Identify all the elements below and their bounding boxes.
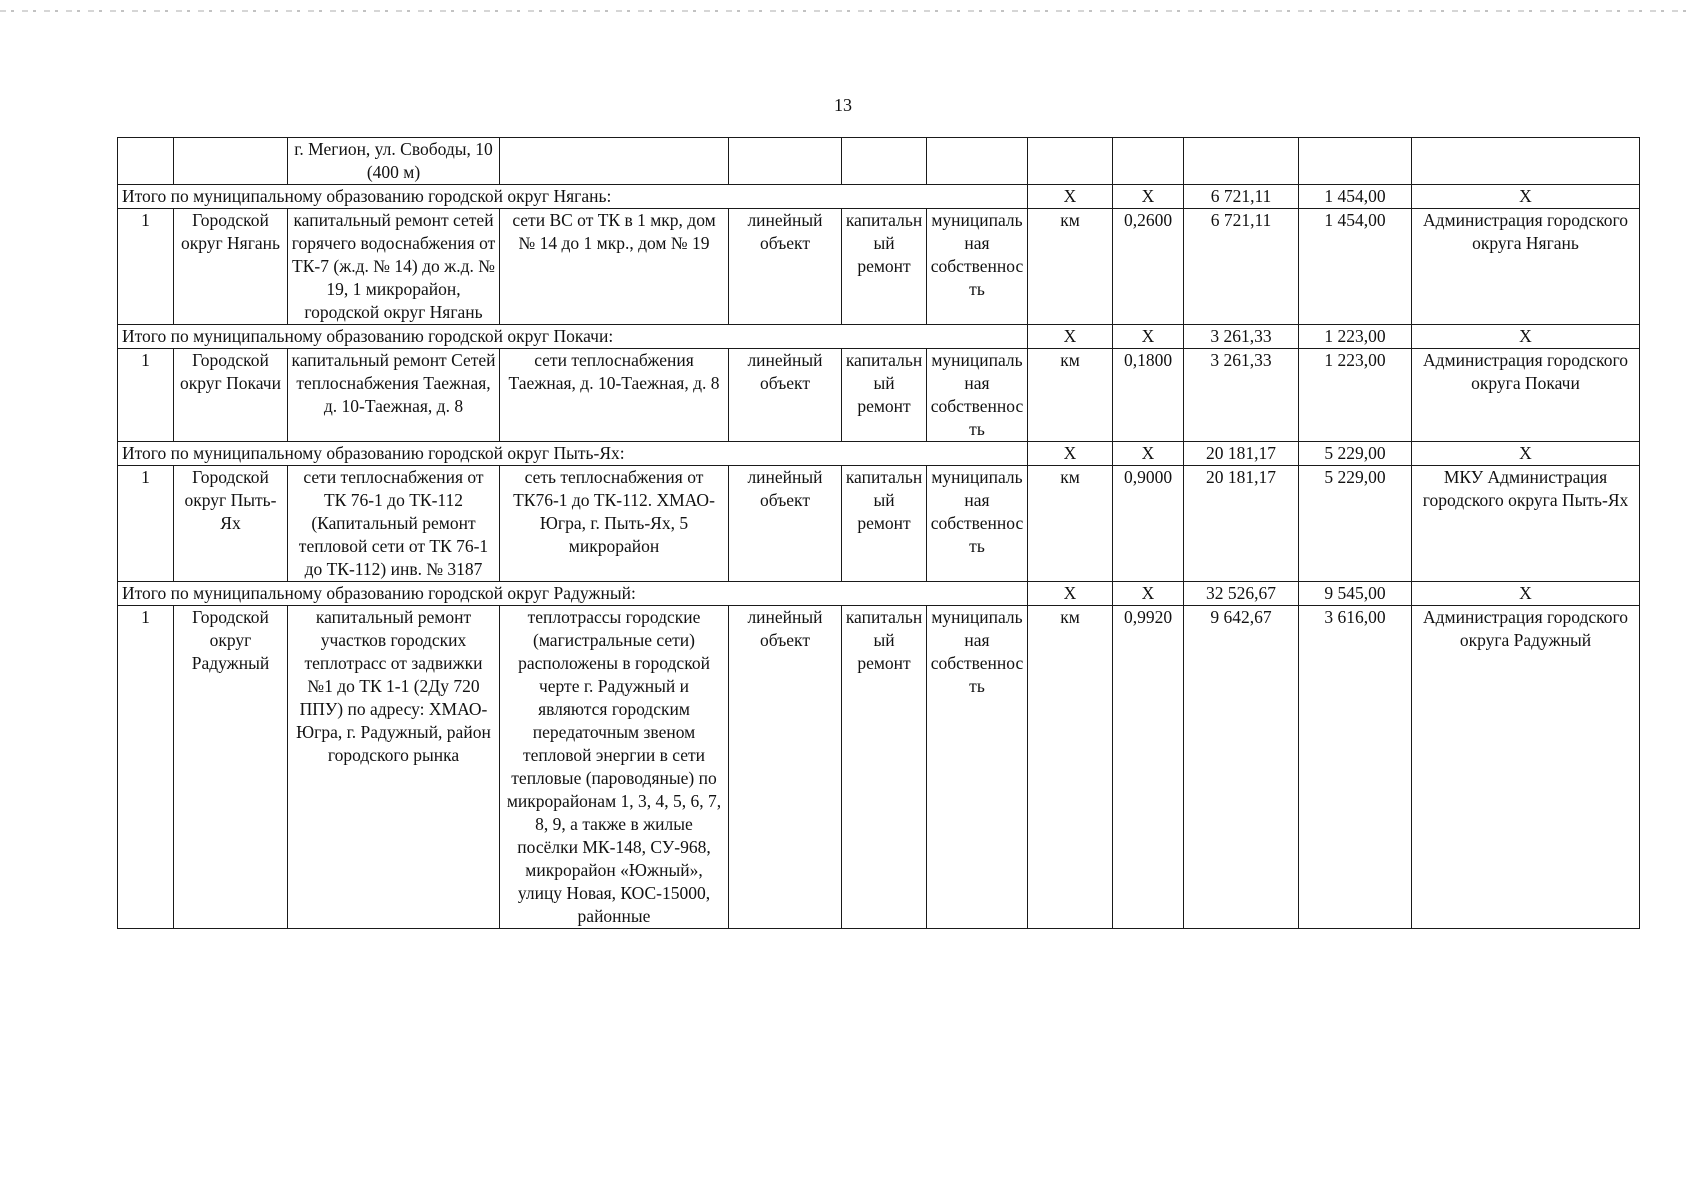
cell-executor: Х: [1412, 185, 1640, 209]
cell-quantity: Х: [1113, 582, 1184, 606]
cell-amount: 5 229,00: [1299, 466, 1412, 582]
subtotal-label: Итого по муниципальному образованию городской округ Пыть-Ях:: [118, 442, 1028, 466]
cell-executor: Х: [1412, 325, 1640, 349]
table-row: [118, 349, 1640, 442]
cell-cost: 20 181,17: [1184, 466, 1299, 582]
cell-quantity: Х: [1113, 325, 1184, 349]
cell-work-kind: капитальный ремонт: [842, 606, 927, 929]
cell-quantity: Х: [1113, 185, 1184, 209]
cell-work-kind: капитальный ремонт: [842, 466, 927, 582]
cell-executor: Администрация городского округа Нягань: [1412, 209, 1640, 325]
cell-amount: 3 616,00: [1299, 606, 1412, 929]
cell-quantity: 0,9000: [1113, 466, 1184, 582]
cell-quantity: [1113, 138, 1184, 185]
cell-object: сети теплоснабжения Таежная, д. 10-Таежная, д. 8: [500, 349, 729, 442]
cell-work-kind: капитальный ремонт: [842, 349, 927, 442]
cell-cost: 6 721,11: [1184, 209, 1299, 325]
cell-unit: Х: [1028, 582, 1113, 606]
cell-ownership: муниципальная собственность: [927, 466, 1028, 582]
cell-quantity: 0,1800: [1113, 349, 1184, 442]
cell-quantity: 0,2600: [1113, 209, 1184, 325]
cell-amount: 1 454,00: [1299, 185, 1412, 209]
cell-district: [174, 138, 288, 185]
cell-executor: МКУ Администрация городского округа Пыть-Ях: [1412, 466, 1640, 582]
scan-edge-artifact: [0, 10, 1686, 12]
cell-district: Городской округ Нягань: [174, 209, 288, 325]
subtotal-row: [118, 442, 1640, 466]
cell-amount: 1 454,00: [1299, 209, 1412, 325]
cell-object: [500, 138, 729, 185]
cell-executor: Администрация городского округа Покачи: [1412, 349, 1640, 442]
cell-cost: [1184, 138, 1299, 185]
cell-unit: км: [1028, 606, 1113, 929]
cell-executor: [1412, 138, 1640, 185]
cell-work: сети теплоснабжения от ТК 76-1 до ТК-112 (Капитальный ремонт тепловой сети от ТК 76-1 до ТК-112) инв. № 3187: [288, 466, 500, 582]
cell-work-kind: [842, 138, 927, 185]
cell-object: сети ВС от ТК в 1 мкр, дом № 14 до 1 мкр., дом № 19: [500, 209, 729, 325]
cell-num: 1: [118, 466, 174, 582]
subtotal-row: [118, 325, 1640, 349]
cell-unit: Х: [1028, 325, 1113, 349]
cell-ownership: муниципальная собственность: [927, 209, 1028, 325]
cell-cost: 3 261,33: [1184, 349, 1299, 442]
cell-unit: Х: [1028, 185, 1113, 209]
subtotal-label: Итого по муниципальному образованию городской округ Покачи:: [118, 325, 1028, 349]
cell-unit: [1028, 138, 1113, 185]
cell-ownership: муниципальная собственность: [927, 606, 1028, 929]
cell-district: Городской округ Покачи: [174, 349, 288, 442]
cell-work: капитальный ремонт участков городских теплотрасс от задвижки №1 до ТК 1-1 (2Ду 720 ППУ) по адресу: ХМАО-Югра, г. Радужный, район городского рынка: [288, 606, 500, 929]
cell-num: [118, 138, 174, 185]
cell-type: линейный объект: [729, 209, 842, 325]
cell-num: 1: [118, 606, 174, 929]
cell-cost: 3 261,33: [1184, 325, 1299, 349]
cell-type: [729, 138, 842, 185]
cell-unit: км: [1028, 466, 1113, 582]
cell-ownership: [927, 138, 1028, 185]
cell-amount: 9 545,00: [1299, 582, 1412, 606]
cell-cost: 6 721,11: [1184, 185, 1299, 209]
cell-amount: 5 229,00: [1299, 442, 1412, 466]
cell-executor: Администрация городского округа Радужный: [1412, 606, 1640, 929]
subtotal-row: [118, 185, 1640, 209]
cell-object: сеть теплоснабжения от ТК76-1 до ТК-112. ХМАО-Югра, г. Пыть-Ях, 5 микрорайон: [500, 466, 729, 582]
page-number: 13: [834, 95, 852, 115]
cell-type: линейный объект: [729, 466, 842, 582]
cell-district: Городской округ Пыть-Ях: [174, 466, 288, 582]
cell-work: капитальный ремонт сетей горячего водоснабжения от ТК-7 (ж.д. № 14) до ж.д. № 19, 1 микрорайон, городской округ Нягань: [288, 209, 500, 325]
table-row: [118, 138, 1640, 185]
cell-amount: [1299, 138, 1412, 185]
cell-unit: Х: [1028, 442, 1113, 466]
cell-type: линейный объект: [729, 349, 842, 442]
cell-executor: Х: [1412, 442, 1640, 466]
table-row: [118, 606, 1640, 929]
cell-num: 1: [118, 349, 174, 442]
cell-ownership: муниципальная собственность: [927, 349, 1028, 442]
subtotal-label: Итого по муниципальному образованию городской округ Нягань:: [118, 185, 1028, 209]
cell-unit: км: [1028, 349, 1113, 442]
cell-cost: 32 526,67: [1184, 582, 1299, 606]
cell-unit: км: [1028, 209, 1113, 325]
subtotal-row: [118, 582, 1640, 606]
cell-cost: 20 181,17: [1184, 442, 1299, 466]
cell-quantity: 0,9920: [1113, 606, 1184, 929]
cell-object: теплотрассы городские (магистральные сети) расположены в городской черте г. Радужный и являются городским передаточным звеном тепловой энергии в сети тепловые (пароводяные) по микрорайонам 1, 3, 4, 5, 6, 7, 8, 9, а также в жилые посёлки МК-148, СУ-968, микрорайон «Южный», улицу Новая, КОС-15000, районные: [500, 606, 729, 929]
cell-num: 1: [118, 209, 174, 325]
cell-work: г. Мегион, ул. Свободы, 10 (400 м): [288, 138, 500, 185]
cell-work-kind: капитальный ремонт: [842, 209, 927, 325]
subtotal-label: Итого по муниципальному образованию городской округ Радужный:: [118, 582, 1028, 606]
cell-type: линейный объект: [729, 606, 842, 929]
cell-executor: Х: [1412, 582, 1640, 606]
cell-work: капитальный ремонт Сетей теплоснабжения Таежная, д. 10-Таежная, д. 8: [288, 349, 500, 442]
table-row: [118, 466, 1640, 582]
program-table: [117, 137, 1640, 929]
cell-district: Городской округ Радужный: [174, 606, 288, 929]
cell-amount: 1 223,00: [1299, 349, 1412, 442]
cell-cost: 9 642,67: [1184, 606, 1299, 929]
cell-amount: 1 223,00: [1299, 325, 1412, 349]
table-row: [118, 209, 1640, 325]
cell-quantity: Х: [1113, 442, 1184, 466]
